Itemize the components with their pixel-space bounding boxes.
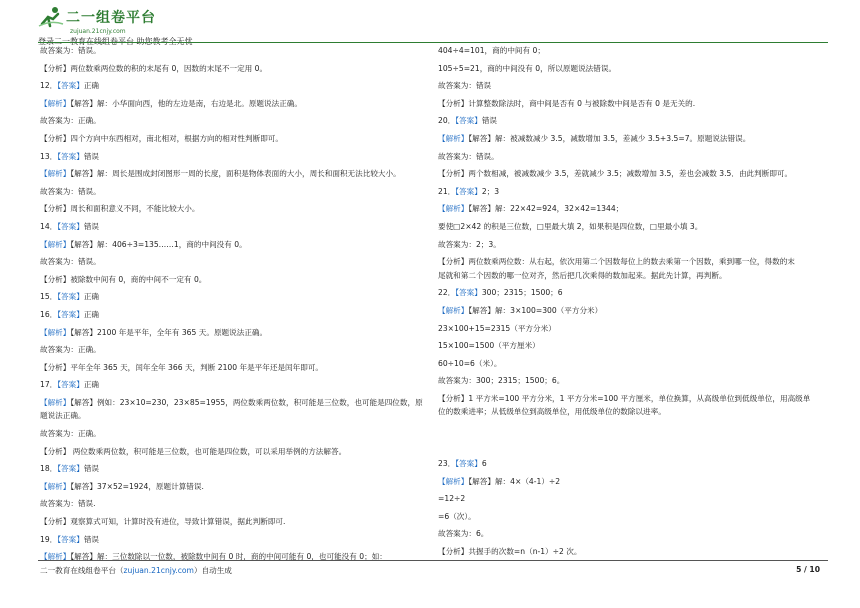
- line-text: 【解答】37×52=1924，原题计算错误.: [70, 481, 204, 491]
- answer-line: [40, 274, 425, 285]
- answer-line: [438, 287, 823, 298]
- footer-prefix: 二一教育在线组卷平台（: [40, 566, 124, 575]
- answer-line: [438, 340, 823, 351]
- question-number: 18．: [40, 464, 58, 474]
- section-tag: 【答案】: [57, 221, 84, 231]
- section-tag: 【解析】: [40, 169, 71, 179]
- question-number: 16．: [40, 309, 58, 319]
- column-spacer: [438, 424, 823, 458]
- line-text: 错误: [83, 221, 100, 231]
- line-text: 2；3: [481, 186, 500, 196]
- line-text: 错误: [83, 534, 100, 544]
- line-text: 故答案为：300；2315；1500；6。: [438, 376, 565, 386]
- answer-line: [438, 476, 823, 487]
- question-number: 22．: [438, 288, 456, 298]
- line-text: 【解答】解：小华面向西，他的左边是南，右边是北。原题说法正确。: [70, 98, 302, 108]
- footer-link[interactable]: zujuan.21cnjy.com: [123, 566, 194, 575]
- section-tag: 【答案】: [57, 380, 84, 390]
- line-text: 错误: [83, 151, 100, 161]
- answer-line: [438, 493, 823, 504]
- answer-line: [438, 80, 823, 91]
- answer-line: [438, 45, 823, 56]
- question-number: 21．: [438, 186, 456, 196]
- section-tag: 【解析】: [438, 133, 469, 143]
- question-number: 15．: [40, 292, 58, 302]
- line-text: 故答案为：错误。: [40, 186, 101, 196]
- answer-line: [438, 133, 823, 144]
- section-tag: 【解析】: [40, 327, 71, 337]
- line-text: 故答案为：错误: [438, 81, 492, 91]
- line-text: 【解答】解：三位数除以一位数，被除数中间有 0 时，商的中间可能有 0，也可能没有 0；如：: [70, 552, 387, 562]
- line-text: 【分析】共握手的次数=n（n-1）÷2 次。: [438, 547, 582, 557]
- line-text: 【分析】被除数中间有 0，商的中间不一定有 0。: [40, 274, 207, 284]
- answer-line: [438, 270, 823, 281]
- answer-line: [40, 327, 425, 338]
- section-tag: 【答案】: [57, 151, 84, 161]
- question-number: 20．: [438, 116, 456, 126]
- answer-line: [438, 221, 823, 232]
- answer-line: [40, 256, 425, 267]
- line-text: 故答案为：2；3。: [438, 239, 501, 249]
- answer-line: [438, 256, 823, 267]
- line-text: 【分析】两位数乘两位数：从右起，依次用第二个因数每位上的数去乘第一个因数，乘到哪一位，得数的末: [438, 257, 795, 267]
- answer-line: [40, 446, 425, 457]
- section-tag: 【答案】: [57, 534, 84, 544]
- site-logo[interactable]: [38, 6, 156, 28]
- footer-source: [40, 565, 232, 576]
- answer-line: [40, 362, 425, 373]
- line-text: 故答案为：错误。: [40, 46, 101, 55]
- answer-line: [40, 534, 425, 545]
- line-text: 故答案为：正确。: [40, 429, 101, 439]
- answer-line: [438, 458, 823, 469]
- answer-line: [438, 115, 823, 126]
- answer-line: [40, 186, 425, 197]
- page-header: [38, 6, 828, 46]
- line-text: 正确: [83, 380, 100, 390]
- line-text: 【分析】观察算式可知，计算时没有进位，导致计算错误，据此判断即可.: [40, 517, 286, 527]
- line-text: =12÷2: [438, 494, 466, 504]
- header-divider: [38, 42, 828, 43]
- section-tag: 【答案】: [57, 464, 84, 474]
- answer-line: [438, 203, 823, 214]
- line-text: 105÷5=21，商的中间没有 0，所以原题说法错误。: [438, 63, 617, 73]
- answer-line: [40, 203, 425, 214]
- section-tag: 【解析】: [438, 305, 469, 315]
- line-text: 正确: [83, 81, 100, 91]
- section-tag: 【解析】: [438, 476, 469, 486]
- line-text: 【分析】计算整数除法时，商中间是否有 0 与被除数中间是否有 0 是无关的.: [438, 98, 696, 108]
- line-text: =6（次）。: [438, 511, 476, 521]
- section-tag: 【答案】: [57, 309, 84, 319]
- answer-line: [438, 406, 823, 417]
- line-text: 错误: [481, 116, 498, 126]
- line-text: 【分析】平年全年 365 天，闰年全年 366 天，判断 2100 年是平年还是闰年即可。: [40, 362, 324, 372]
- logo-text: 二一组卷平台: [66, 10, 156, 26]
- line-text: 尾就和第二个因数的哪一位对齐，然后把几次乘得的数加起来。据此先计算，再判断。: [438, 270, 727, 280]
- section-tag: 【答案】: [455, 288, 482, 298]
- line-text: 故答案为：6。: [438, 529, 489, 539]
- answer-line: [40, 481, 425, 492]
- line-text: 【解答】解：4×（4-1）÷2: [468, 476, 561, 486]
- line-text: 故答案为：正确。: [40, 345, 101, 355]
- line-text: 【解答】解：3×100=300（平方分米）: [468, 305, 603, 315]
- answer-line: [40, 133, 425, 144]
- footer-suffix: ）自动生成: [193, 566, 232, 575]
- section-tag: 【答案】: [455, 116, 482, 126]
- section-tag: 【解析】: [40, 481, 71, 491]
- section-tag: 【解析】: [40, 552, 71, 562]
- line-text: 正确: [83, 309, 100, 319]
- line-text: 300；2315；1500；6: [481, 288, 563, 298]
- section-tag: 【解析】: [438, 204, 469, 214]
- answer-line: [438, 528, 823, 539]
- line-text: 【分析】两个数相减，被减数减少 3.5，差就减少 3.5；减数增加 3.5，差也会减数 3.5．由此判断即可。: [438, 169, 793, 179]
- line-text: 【分析】两位数乘两位数的积的末尾有 0，因数的末尾不一定用 0。: [40, 63, 268, 73]
- left-column: [40, 45, 425, 569]
- line-text: 【解答】解：周长是围成封闭图形一周的长度，面积是物体表面的大小，周长和面积无法比较大小。: [70, 169, 401, 179]
- answer-line: [438, 63, 823, 74]
- answer-line: [40, 291, 425, 302]
- answer-line: [40, 410, 425, 421]
- answer-line: [40, 309, 425, 320]
- answer-line: [40, 80, 425, 91]
- answer-line: [438, 358, 823, 369]
- answer-line: [40, 115, 425, 126]
- line-text: 【解答】解：406÷3=135……1，商的中间没有 0。: [70, 239, 247, 249]
- line-text: 故答案为：错误.: [40, 499, 96, 509]
- line-text: 60÷10=6（米）。: [438, 358, 502, 368]
- runner-logo-icon: [38, 6, 64, 28]
- answer-line: [438, 151, 823, 162]
- header-tagline: 登录二一教育在线组卷平台 助您教考全无忧: [38, 37, 193, 46]
- line-text: 【解答】2100 年是平年，全年有 365 天。原题说法正确。: [70, 327, 268, 337]
- answer-line: [40, 397, 425, 408]
- answer-line: [438, 393, 823, 404]
- line-text: 【分析】 两位数乘两位数，积可能是三位数，也可能是四位数，可以采用举例的方法解答。: [40, 446, 347, 456]
- answer-line: [40, 428, 425, 439]
- answer-line: [438, 98, 823, 109]
- line-text: 位的数乘进率；从低级单位到高级单位，用低级单位的数除以进率。: [438, 407, 666, 417]
- line-text: 【解答】例如：23×10=230，23×85=1955，两位数乘两位数，积可能是三位数，也可能是四位数，原: [70, 397, 423, 407]
- answer-line: [40, 344, 425, 355]
- answer-line: [438, 375, 823, 386]
- section-tag: 【解析】: [40, 397, 71, 407]
- question-number: 19．: [40, 534, 58, 544]
- answer-line: [40, 63, 425, 74]
- line-text: 404÷4=101，商的中间有 0；: [438, 46, 545, 55]
- question-number: 12．: [40, 81, 58, 91]
- line-text: 【解答】解：被减数减少 3.5，减数增加 3.5，差减少 3.5+3.5=7。原题说法错误。: [468, 133, 751, 143]
- answer-line: [438, 186, 823, 197]
- line-text: 【分析】周长和面积意义不同，不能比较大小。: [40, 204, 200, 214]
- line-text: 故答案为：正确。: [40, 116, 101, 126]
- answer-line: [40, 379, 425, 390]
- answer-line: [40, 98, 425, 109]
- section-tag: 【答案】: [455, 459, 482, 469]
- section-tag: 【答案】: [455, 186, 482, 196]
- line-text: 故答案为：错误。: [40, 257, 101, 267]
- line-text: 【解答】解：22×42=924，32×42=1344；: [468, 204, 624, 214]
- question-number: 14．: [40, 221, 58, 231]
- line-text: 23×100+15=2315（平方分米）: [438, 323, 556, 333]
- answer-line: [438, 305, 823, 316]
- answer-line: [40, 45, 425, 56]
- answer-line: [40, 151, 425, 162]
- line-text: 要使□2×42 的积是三位数，□里最大填 2，如果积是四位数，□里最小填 3。: [438, 221, 703, 231]
- question-number: 13．: [40, 151, 58, 161]
- line-text: 6: [481, 459, 487, 469]
- answer-line: [40, 516, 425, 527]
- answer-line: [438, 239, 823, 250]
- line-text: 【分析】1 平方米=100 平方分米，1 平方分米=100 平方厘米，单位换算，从高级单位到低级单位，用高级单: [438, 393, 811, 403]
- answer-line: [40, 221, 425, 232]
- answer-line: [40, 168, 425, 179]
- answer-line: [40, 463, 425, 474]
- answer-line: [438, 168, 823, 179]
- answer-line: [40, 498, 425, 509]
- line-text: 正确: [83, 292, 100, 302]
- question-number: 17．: [40, 380, 58, 390]
- line-text: 15×100=1500（平方厘米）: [438, 341, 540, 351]
- section-tag: 【解析】: [40, 98, 71, 108]
- line-text: 【分析】四个方向中东西相对，南北相对，根据方向的相对性判断即可。: [40, 133, 283, 143]
- right-column: [438, 45, 823, 564]
- question-number: 23．: [438, 459, 456, 469]
- footer-divider: [38, 560, 828, 561]
- answer-line: [438, 511, 823, 522]
- logo-url: zujuan.21cnjy.com: [70, 28, 126, 35]
- answer-line: [438, 323, 823, 334]
- line-text: 故答案为：错误。: [438, 151, 499, 161]
- line-text: 题说法正确。: [40, 411, 86, 421]
- line-text: 错误: [83, 464, 100, 474]
- page-number: 5 / 10: [796, 565, 820, 574]
- section-tag: 【答案】: [57, 292, 84, 302]
- section-tag: 【解析】: [40, 239, 71, 249]
- answer-line: [40, 239, 425, 250]
- section-tag: 【答案】: [57, 81, 84, 91]
- answer-line: [438, 546, 823, 557]
